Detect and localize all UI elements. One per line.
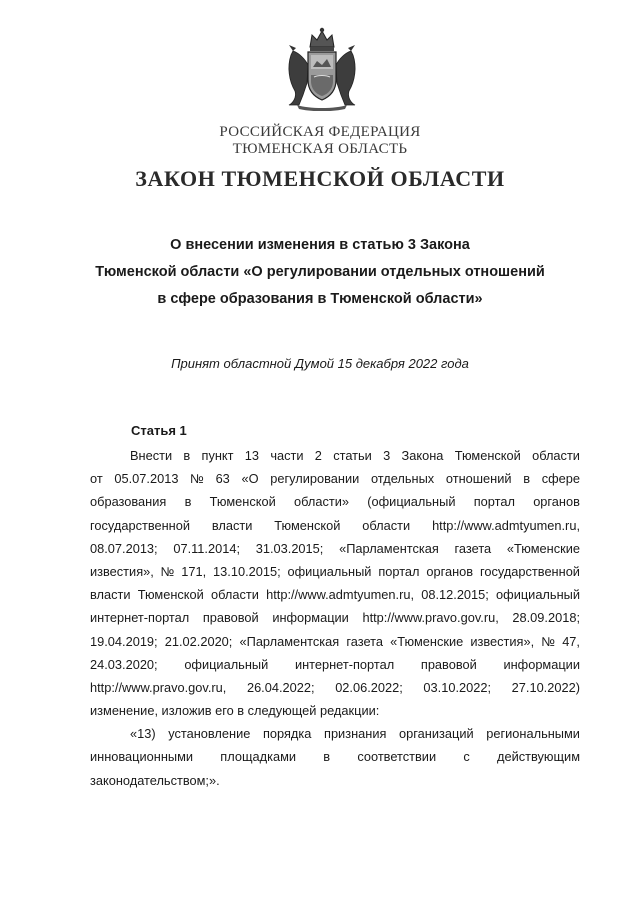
body-line [90,630,580,653]
body-word: «Тюменские [506,540,580,556]
body-line [90,676,580,699]
body-word: интернет-портал [90,610,190,626]
body-word: области» [294,494,349,510]
body-word: портал [378,563,420,579]
body-word: действующим [497,749,580,765]
body-word: известия», [90,563,154,579]
body-word: установление [168,726,251,742]
body-word: 28.09.2018; [512,610,580,626]
body-word: от [90,471,103,487]
article-body [90,444,580,792]
body-word: http://www.pravo.gov.ru, [90,679,227,695]
body-word: области [362,517,411,533]
body-line [90,745,580,768]
body-word: Тюменской [209,494,276,510]
body-word: Внести [130,448,173,463]
body-word: организаций [399,726,474,742]
body-word: отношений [445,471,512,487]
body-line [90,560,580,583]
body-word: 21.02.2020; [164,633,233,649]
body-word: интернет-портал [294,656,395,672]
body-word: 63 [215,471,230,487]
coat-of-arms-emblem [283,25,361,111]
body-word: части [270,448,304,463]
body-word: 19.04.2019; [90,633,158,649]
body-word: «Тюменские [390,633,464,649]
body-word: Тюменской [137,587,204,603]
body-word: области [211,587,259,603]
body-line [90,699,580,722]
body-word: http://www.admtyumen.ru, [432,517,580,533]
subject-line: Тюменской области «О регулировании отдельных отношений [95,264,545,280]
body-word: № [160,563,175,579]
body-word: соответствии [357,749,437,765]
body-word: «Парламентская [239,633,340,649]
body-word: 3 [383,448,391,463]
body-word: с [463,749,470,765]
body-line [90,606,580,629]
body-word: признания [324,726,387,742]
document-type-title: ЗАКОН ТЮМЕНСКОЙ ОБЛАСТИ [135,166,505,191]
subject-line: О внесении изменения в статью 3 Закона [170,237,470,253]
body-word: № [541,633,556,649]
body-word: известия», [470,633,535,649]
body-word: в [183,448,191,463]
body-word: № [190,471,204,487]
body-word: власти [211,517,253,533]
body-word: 171, [181,563,207,579]
body-word: портал [473,494,515,510]
body-word: отдельных [370,471,435,487]
body-word: законодательством;». [90,772,220,788]
body-word: 31.03.2015; [255,540,324,556]
body-word: 08.12.2015; [421,587,489,603]
body-word: 13 [244,448,260,463]
body-word: 13.10.2015; [213,563,281,579]
body-word: изменение, изложив его в следующей редакции: [90,703,380,719]
body-word: 03.10.2022; [423,679,492,695]
body-word: информации [503,656,580,672]
body-line [90,653,580,676]
body-word: регулировании [270,471,360,487]
region-name: ТЮМЕНСКАЯ ОБЛАСТЬ [232,141,408,157]
body-word: власти [90,587,131,603]
body-word: 05.07.2013 [114,471,179,487]
body-word: 2 [314,448,322,463]
body-word: «Парламентская [339,540,439,556]
body-word: сфере [541,471,580,487]
body-word: 26.04.2022; [246,679,315,695]
body-word: 47, [562,633,580,649]
body-line [90,537,580,560]
body-word: официальный [496,587,580,603]
body-word: в [184,494,192,510]
body-word: «О [241,471,259,487]
body-word: статьи [333,448,372,463]
body-word: официальный [287,563,372,579]
body-word: официальный [184,656,269,672]
body-word: http://www.admtyumen.ru, [266,587,415,603]
body-word: образования [90,494,167,510]
body-line [90,583,580,606]
body-word: информации [272,610,349,626]
body-line [90,514,580,537]
body-word: 07.11.2014; [173,540,240,556]
body-word: газета [454,540,492,556]
body-word: органов [426,563,474,579]
body-line [90,467,580,490]
body-word: государственной [479,563,580,579]
body-line [90,490,580,513]
body-word: порядка [262,726,312,742]
body-word: Закона [401,448,444,463]
body-word: 24.03.2020; [90,656,158,672]
body-word: в [523,471,531,487]
body-word: (официальный [367,494,456,510]
body-word: Тюменской [274,517,341,533]
body-word: инновационными [90,749,194,765]
body-line [90,769,580,792]
body-word: 27.10.2022) [511,679,580,695]
body-word: http://www.pravo.gov.ru, [362,610,499,626]
subject-line: в сфере образования в Тюменской области» [157,291,483,307]
body-line [90,444,580,467]
body-word: Тюменской [454,448,521,463]
body-word: области [532,448,580,463]
body-word: площадками [220,749,297,765]
body-word: 02.06.2022; [335,679,403,695]
body-word: правовой [202,610,259,626]
body-word: газета [346,633,383,649]
body-word: региональными [486,726,580,742]
body-word: 08.07.2013; [90,540,158,556]
adoption-note: Принят областной Думой 15 декабря 2022 года [171,356,469,371]
country-name: РОССИЙСКАЯ ФЕДЕРАЦИЯ [219,124,421,140]
body-word: государственной [90,517,191,533]
law-subject [80,232,560,313]
body-line [90,722,580,745]
body-word: «13) [130,726,156,742]
body-word: органов [533,494,580,510]
body-word: правовой [420,656,477,672]
body-word: пункт [201,448,234,463]
article-heading: Статья 1 [131,423,187,438]
body-word: в [323,749,331,765]
